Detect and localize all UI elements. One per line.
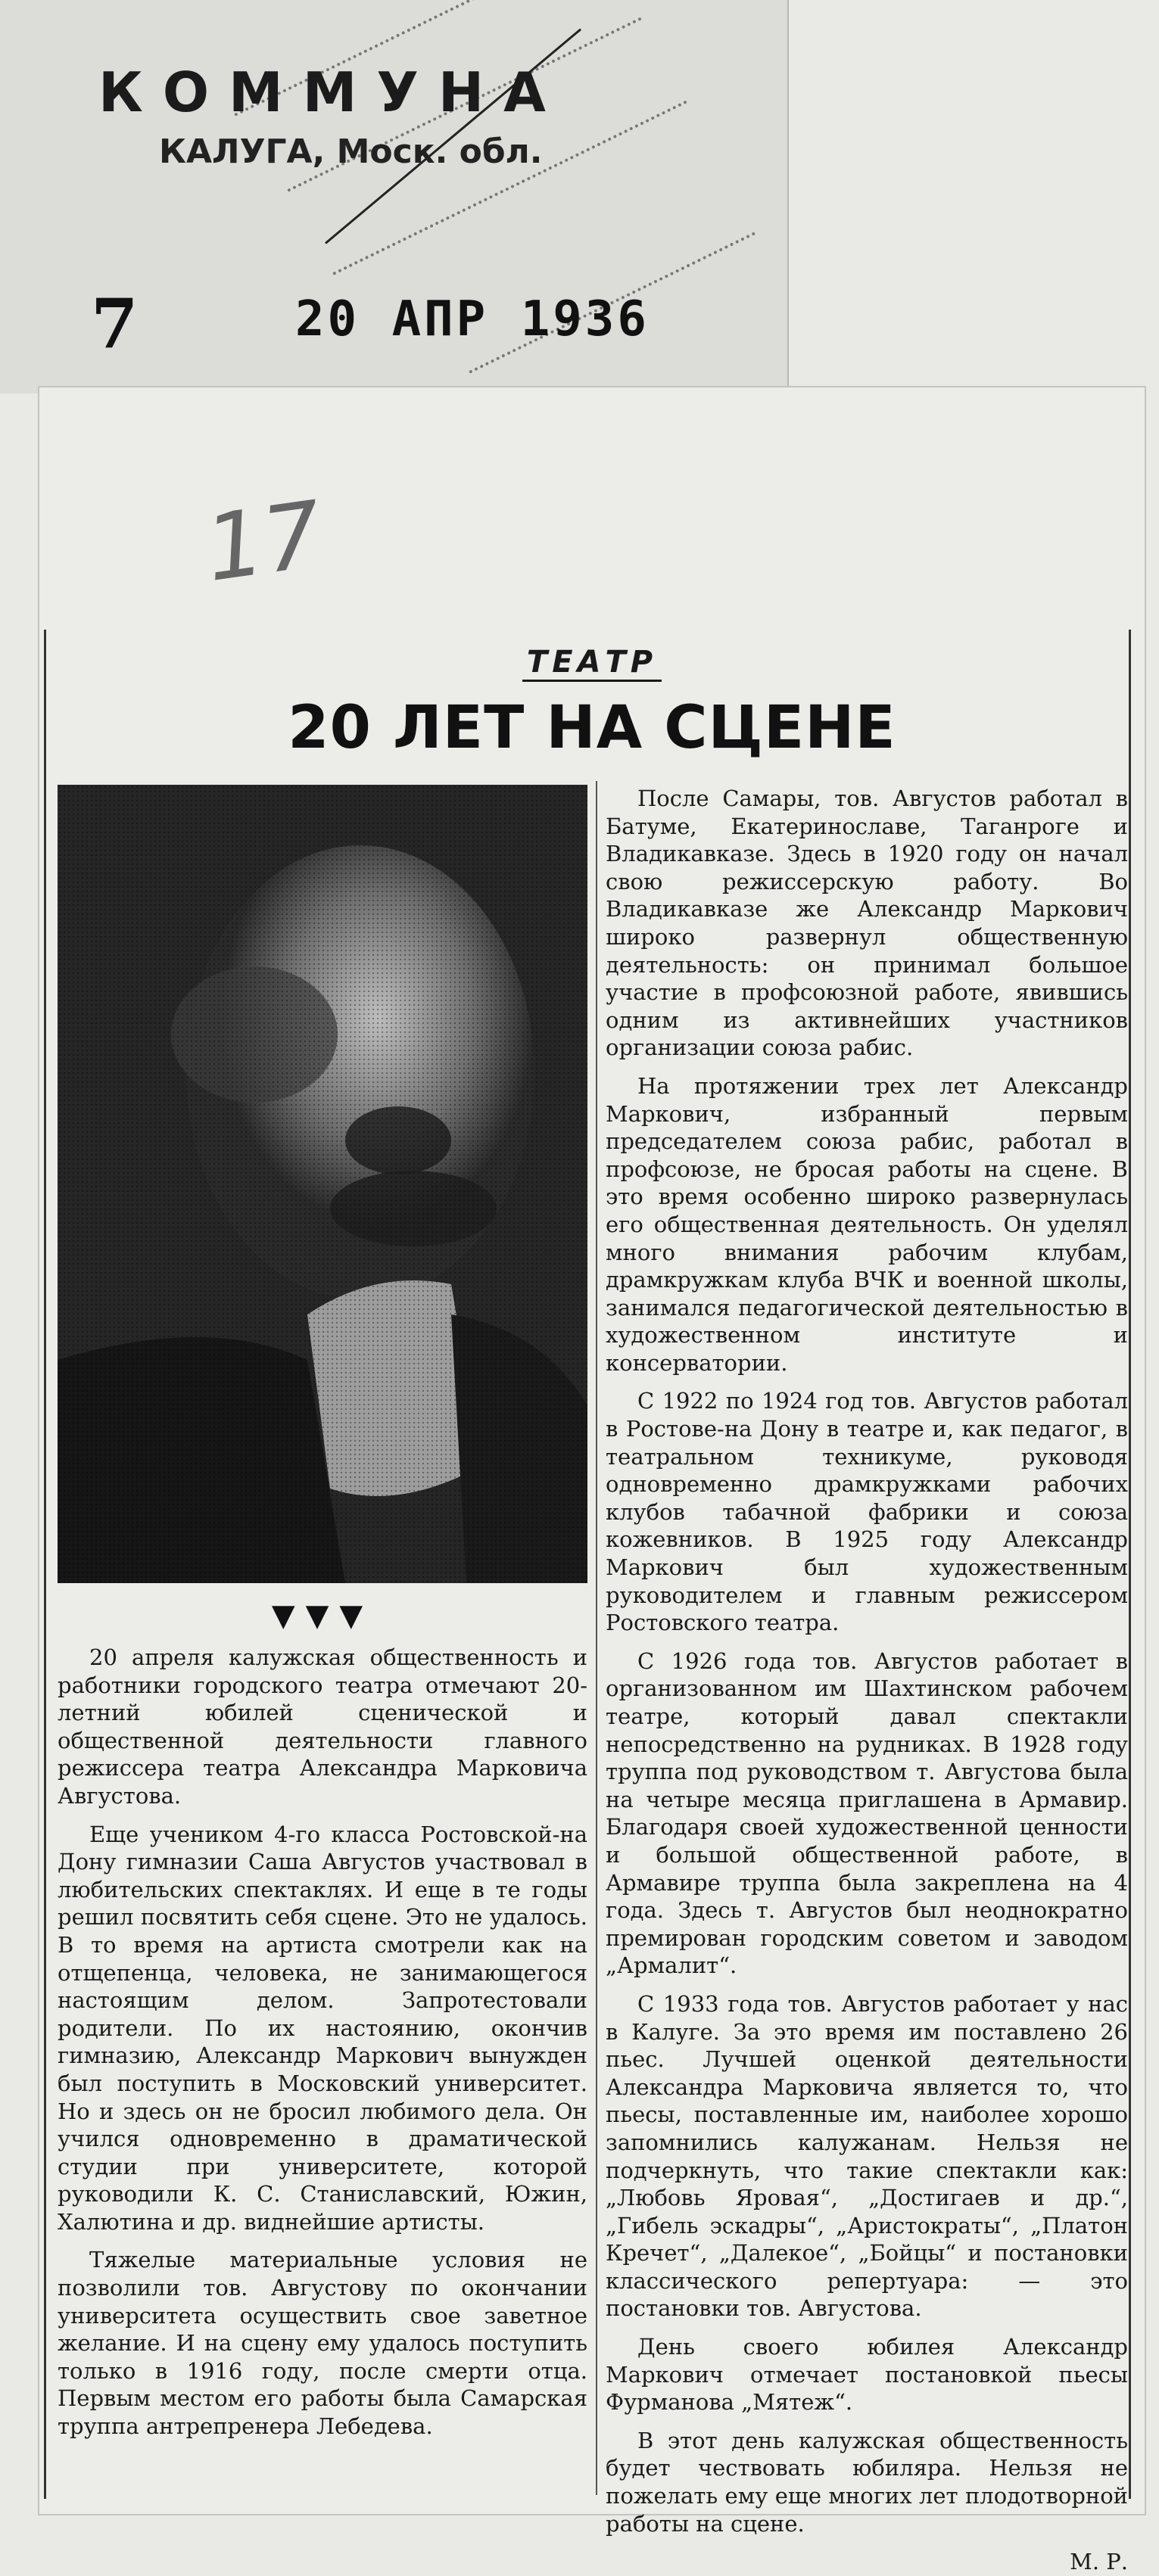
author-signature: М. Р. [1070, 2549, 1128, 2575]
portrait-illustration [58, 785, 587, 1583]
paragraph: С 1933 года тов. Августов работает у нас в Калуге. За это время им поставлено 26 пьес. Лучшей оценкой деятельности Александра Марковича является то, что пьесы, поставленные им, наиболее хорошо запомнились калужанам. Нельзя не подчеркнуть, что такие спектакли как: „Любовь Яровая“, „Достигаев и др.“, „Гибель эскадры“, „Аристократы“, „Платон Кречет“, „Далекое“, „Бойцы“ и постановки классического репертуара: — это постановки тов. Августова. [606, 1990, 1128, 2322]
issue-date-stamp: 20 АПР 1936 [295, 291, 650, 347]
paragraph: На протяжении трех лет Александр Маркович, избранный первым председателем союза рабис, работал в профсоюзе, не бросая работы на сцене. В это время особенно широко развернулась его общественная деятельность. Он уделял много внимания рабочим клубам, драмкружкам клуба ВЧК и военной школы, занимался педагогической деятельностью в художественном институте и консерватории. [606, 1072, 1128, 1376]
photo-separator: ▼▼▼ [271, 1598, 374, 1633]
article-column-right [606, 785, 1128, 2576]
pencil-page-number: 17 [199, 482, 329, 602]
newspaper-masthead [0, 0, 789, 394]
portrait-photo [58, 785, 587, 1583]
rubric-label: ТЕАТР [522, 645, 662, 682]
paragraph: 20 апреля калужская общественность и работники городского театра отмечают 20-летний юбилей сценической и общественной деятельности главного режиссера театра Александра Марковича Августова. [58, 1644, 587, 1809]
paragraph: Еще учеником 4-го класса Ростовской-на Дону гимназии Саша Августов участвовал в любительских спектаклях. И еще в те годы решил посвятить себя сцене. Это не удалось. В то время на артиста смотрели как на отщепенца, человека, не занимающегося настоящим делом. Запротестовали родители. По их настоянию, окончив гимназию, Александр Маркович вынужден был поступить в Московский университет. Но и здесь он не бросил любимого дела. Он учился одновременно в драматической студии при университете, которой руководили К. С. Станиславский, Южин, Халютина и др. виднейшие артисты. [58, 1821, 587, 2235]
section-rubric [39, 645, 1145, 680]
article-headline: 20 ЛЕТ НА СЦЕНЕ [288, 694, 896, 762]
paragraph: Тяжелые материальные условия не позволили тов. Августову по окончании университета осуществить свое заветное желание. И на сцену ему удалось поступить только в 1916 году, после смерти отца. Первым местом его работы была Самарская труппа антрепренера Лебедева. [58, 2247, 587, 2440]
paragraph: После Самары, тов. Августов работал в Батуме, Екатеринославе, Таганроге и Владикавказе. Здесь в 1920 году он начал свою режиссерскую работу. Во Владикавказе же Александр Маркович широко развернул общественную деятельность: он принимал большое участие в профсоюзной работе, явившись одним из активнейших участников организации союза рабис. [606, 786, 1128, 1061]
paragraph: С 1922 по 1924 год тов. Августов работал в Ростове-на Дону в театре и, как педагог, в театральном техникуме, руководя одновременно драмкружками рабочих клубов табачной фабрики и союза кожевников. В 1925 году Александр Маркович был художественным руководителем и главным режиссером Ростовского театра. [606, 1388, 1128, 1636]
newspaper-city: КАЛУГА, Моск. обл. [159, 132, 543, 171]
article-column-left [58, 1644, 587, 2451]
paragraph: С 1926 года тов. Августов работает в организованном им Шахтинском рабочем театре, который давал спектакли непосредственно на рудниках. В 1928 году труппа под руководством т. Августова была на четыре месяца приглашена в Армавир. Благодаря своей художественной ценности и большой общественной работе, в Армавире труппа была закреплена на 4 года. Здесь т. Августов был неоднократно премирован городским советом и заводом „Армалит“. [606, 1647, 1128, 1979]
paragraph: В этот день калужская общественность будет чествовать юбиляра. Нельзя не пожелать ему еще многих лет плодотворной работы на сцене. [606, 2427, 1128, 2537]
column-rule [1129, 630, 1131, 2499]
newspaper-title: КОММУНА [98, 61, 565, 124]
dotted-stamp-line [332, 100, 687, 275]
paragraph: День своего юбилея Александр Маркович отмечает постановкой пьесы Фурманова „Мятеж“. [606, 2334, 1128, 2416]
column-divider [596, 781, 597, 2495]
issue-number: 7 [91, 284, 139, 364]
column-rule [44, 630, 46, 2499]
newspaper-clipping [38, 386, 1146, 2575]
